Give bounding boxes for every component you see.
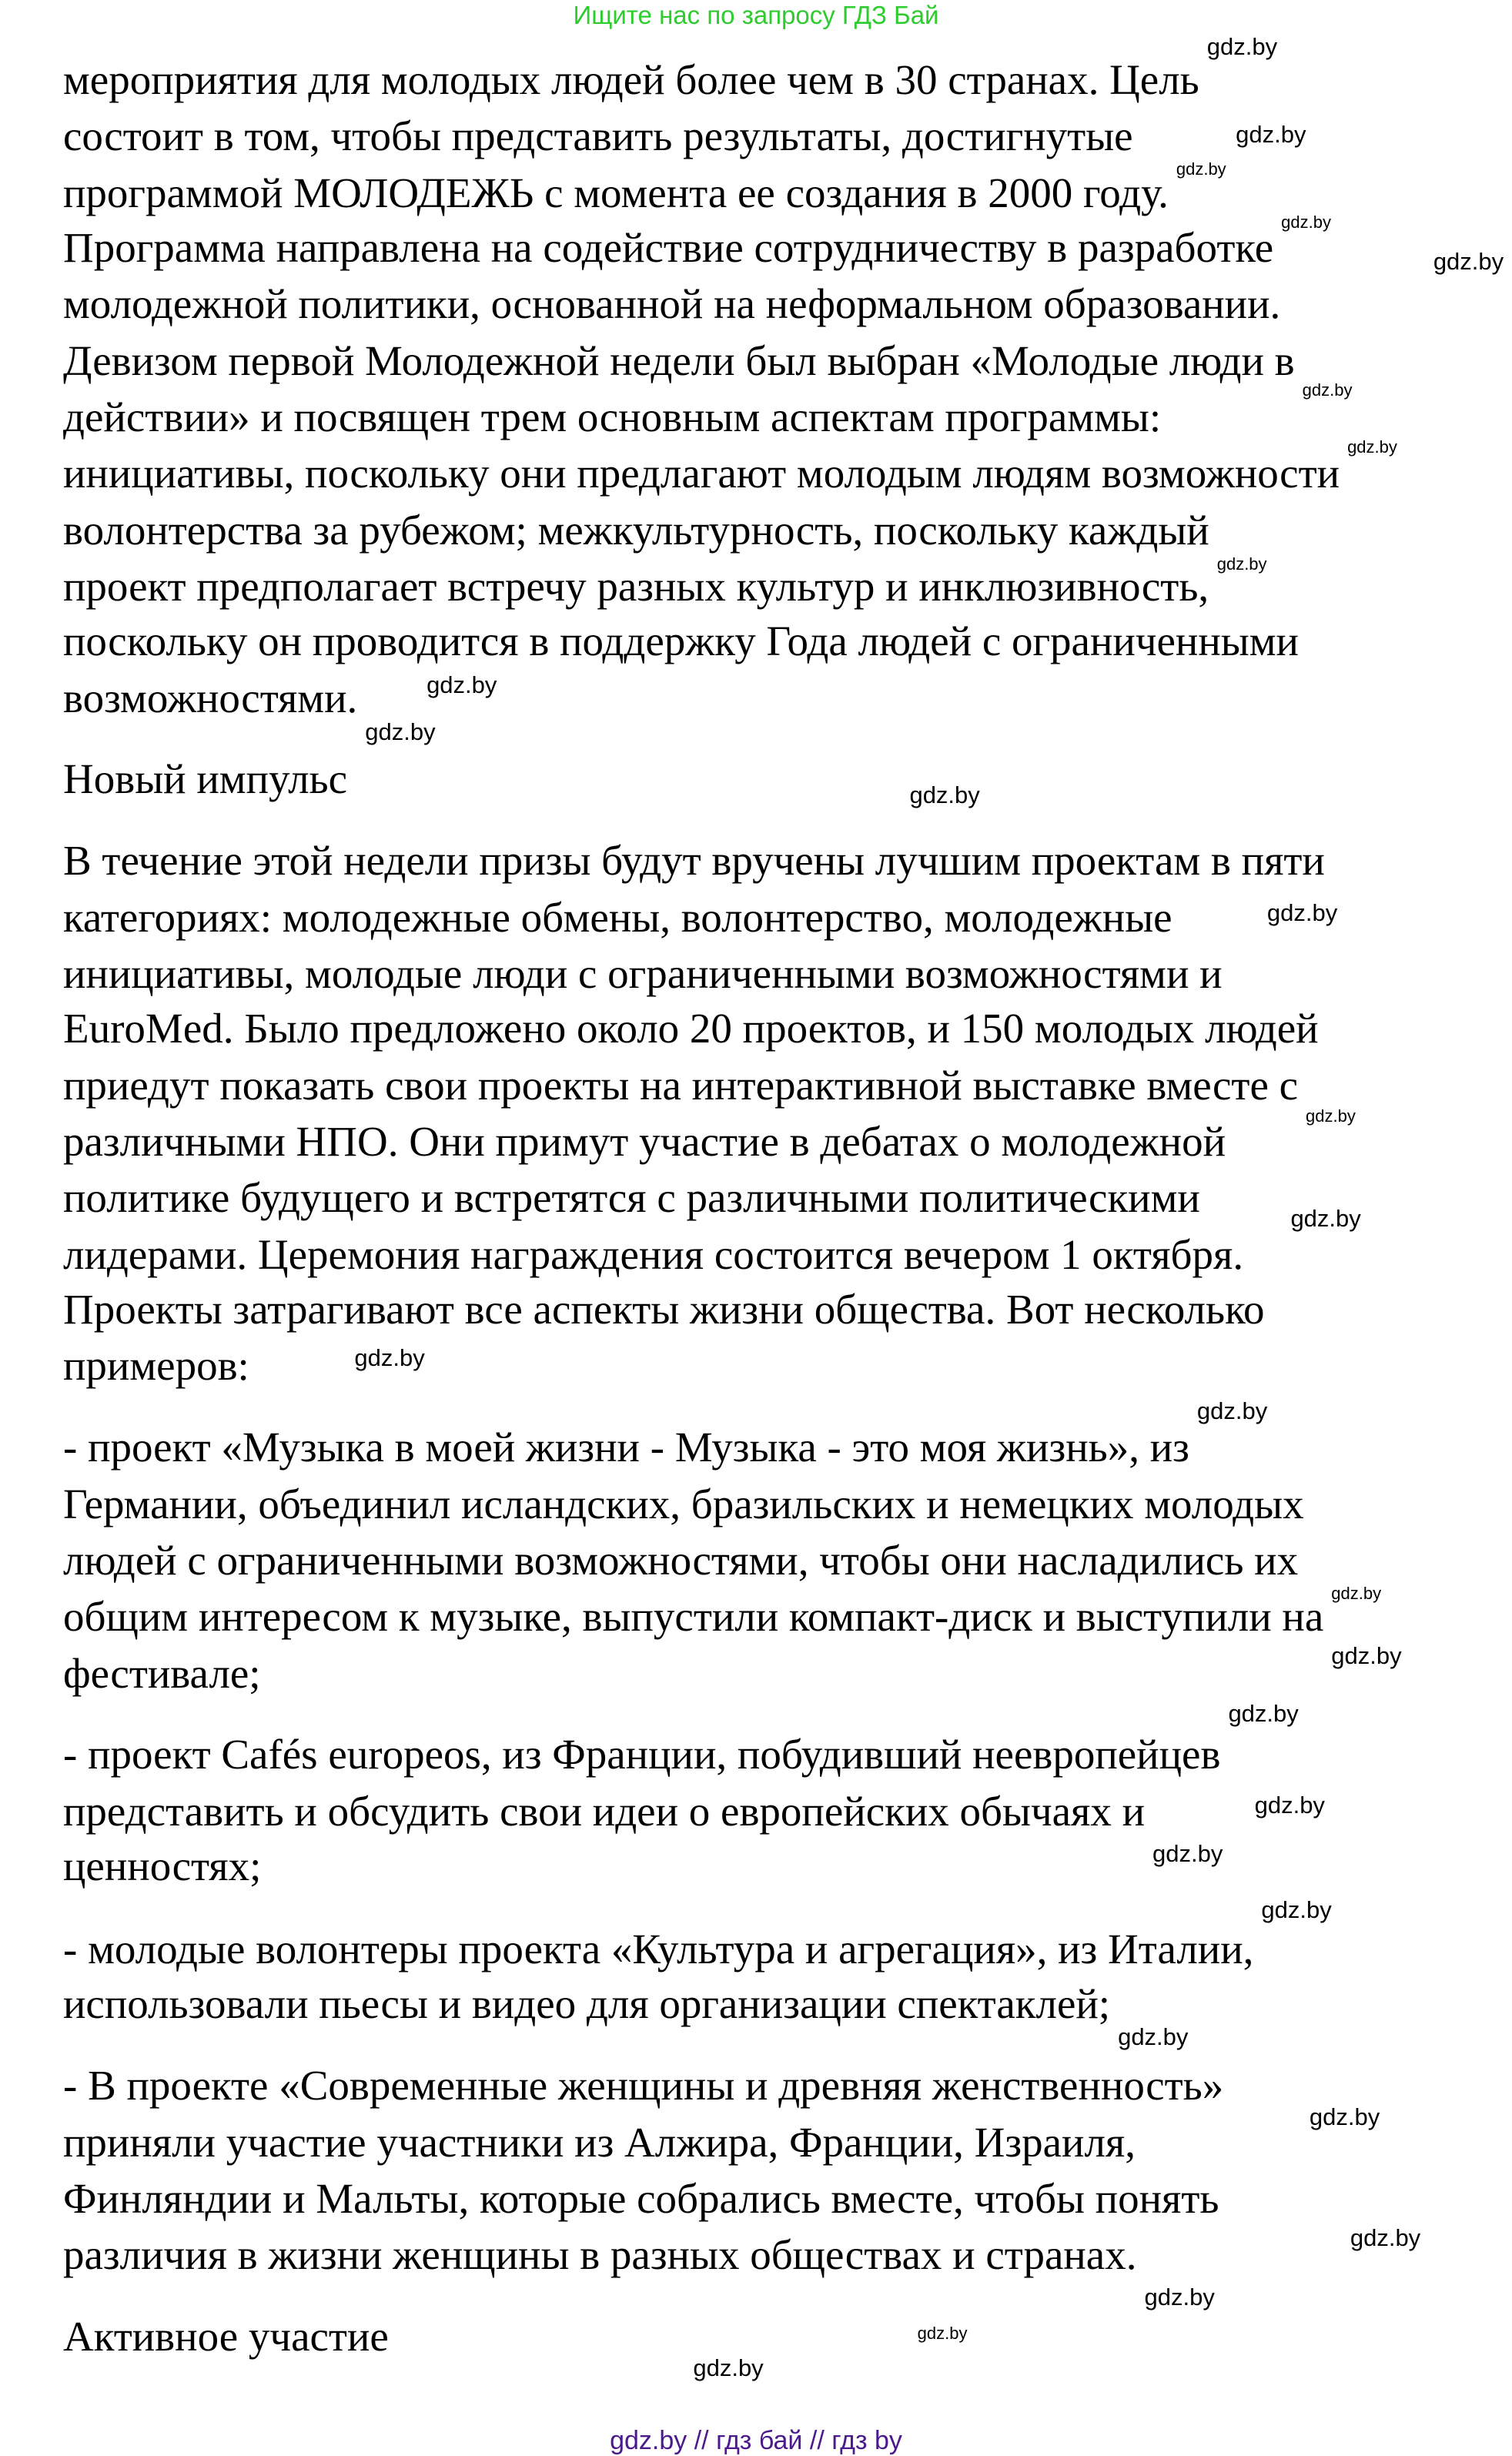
text-line: людей с ограниченными возможностями, чтобы они насладились их xyxy=(63,1536,1299,1584)
watermark: gdz.by xyxy=(427,671,497,699)
watermark: gdz.by xyxy=(1350,2223,1421,2251)
text-line: лидерами. Церемония награждения состоится вечером 1 октября. xyxy=(63,1230,1244,1278)
watermark: gdz.by xyxy=(1196,1397,1268,1425)
watermark: gdz.by xyxy=(1302,380,1353,400)
watermark: gdz.by xyxy=(1176,159,1226,179)
text-line: программой МОЛОДЕЖЬ с момента ее создания в 2000 году. xyxy=(63,169,1169,216)
watermark: gdz.by xyxy=(693,2354,764,2381)
text-line: общим интересом к музыке, выпустили компакт-диск и выступили на xyxy=(63,1593,1324,1641)
text-line: возможностями. xyxy=(63,674,358,721)
text-line: приедут показать свои проекты на интерактивной выставке вместе с xyxy=(63,1061,1299,1109)
watermark: gdz.by xyxy=(1309,2103,1380,2130)
watermark: gdz.by xyxy=(1144,2284,1215,2311)
footer-link-gdz-bai[interactable]: гдз бай xyxy=(716,2426,803,2455)
top-banner-text: Ищите нас по запросу ГДЗ Бай xyxy=(573,1,939,29)
text-line: проект предполагает встречу разных культур и инклюзивность, xyxy=(63,562,1209,610)
text-line: использовали пьесы и видео для организации спектаклей; xyxy=(63,1980,1111,2028)
text-line: В течение этой недели призы будут вручены лучшим проектам в пяти xyxy=(63,837,1325,885)
footer-separator: // xyxy=(809,2426,825,2455)
watermark: gdz.by xyxy=(1261,1896,1332,1924)
section-heading: Активное участие xyxy=(63,2313,389,2361)
text-line: состоит в том, чтобы представить результаты, достигнутые xyxy=(63,112,1133,160)
watermark: gdz.by xyxy=(365,718,436,746)
text-line: мероприятия для молодых людей более чем в 30 странах. Цель xyxy=(63,55,1199,103)
text-line: политике будущего и встретятся с различными политическими xyxy=(63,1174,1200,1222)
footer-separator: // xyxy=(694,2426,709,2455)
watermark: gdz.by xyxy=(1331,1642,1402,1670)
text-line: действии» и посвящен трем основным аспектам программы: xyxy=(63,393,1162,440)
text-line: инициативы, поскольку они предлагают молодым людям возможности xyxy=(63,450,1340,497)
text-line: Финляндии и Мальты, которые собрались вместе, чтобы понять xyxy=(63,2174,1219,2222)
text-line: фестивале; xyxy=(63,1649,261,1697)
text-line: категориях: молодежные обмены, волонтерство, молодежные xyxy=(63,893,1172,941)
footer-link-gdz-by[interactable]: gdz.by xyxy=(610,2426,687,2455)
text-line: различными НПО. Они примут участие в дебатах о молодежной xyxy=(63,1118,1226,1165)
text-line: представить и обсудить свои идеи о европейских обычаях и xyxy=(63,1787,1145,1835)
footer-link-gdz-by-ru[interactable]: гдз by xyxy=(831,2426,902,2455)
watermark: gdz.by xyxy=(1290,1204,1361,1232)
text-line: различия в жизни женщины в разных обществах и странах. xyxy=(63,2231,1137,2279)
text-line: Германии, объединил исландских, бразильских и немецких молодых xyxy=(63,1480,1304,1527)
text-line: Девизом первой Молодежной недели был выбран «Молодые люди в xyxy=(63,336,1295,384)
text-line: - молодые волонтеры проекта «Культура и агрегация», из Италии, xyxy=(63,1926,1254,1973)
footer xyxy=(0,2425,1512,2456)
text-line: примеров: xyxy=(63,1342,249,1390)
watermark: gdz.by xyxy=(354,1344,425,1372)
text-line: поскольку он проводится в поддержку Года людей с ограниченными xyxy=(63,617,1299,665)
watermark: gdz.by xyxy=(1236,121,1306,149)
text-line: - проект «Музыка в моей жизни - Музыка - это моя жизнь», из xyxy=(63,1424,1189,1471)
text-line: Проекты затрагивают все аспекты жизни общества. Вот несколько xyxy=(63,1285,1265,1333)
watermark: gdz.by xyxy=(1306,1106,1356,1126)
watermark: gdz.by xyxy=(1331,1583,1382,1603)
text-line: Программа направлена на содействие сотрудничеству в разработке xyxy=(63,223,1274,271)
text-line: инициативы, молодые люди с ограниченными возможностями и xyxy=(63,950,1223,998)
watermark: gdz.by xyxy=(1254,1791,1325,1819)
watermark: gdz.by xyxy=(909,781,980,808)
watermark: gdz.by xyxy=(1152,1839,1223,1867)
text-line: - проект Cafés europeos, из Франции, побудивший неевропейцев xyxy=(63,1731,1221,1778)
watermark: gdz.by xyxy=(1281,212,1331,233)
text-line: волонтерства за рубежом; межкультурность, поскольку каждый xyxy=(63,506,1209,554)
text-line: молодежной политики, основанной на неформальном образовании. xyxy=(63,280,1281,328)
text-line: - В проекте «Современные женщины и древняя женственность» xyxy=(63,2062,1224,2110)
watermark: gdz.by xyxy=(1206,33,1278,61)
watermark: gdz.by xyxy=(1347,437,1397,457)
section-heading: Новый импульс xyxy=(63,755,348,803)
watermark: gdz.by xyxy=(1228,1700,1299,1728)
watermark: gdz.by xyxy=(917,2324,968,2344)
watermark: gdz.by xyxy=(1266,898,1338,926)
watermark: gdz.by xyxy=(1216,554,1267,574)
text-line: ценностях; xyxy=(63,1842,262,1890)
watermark: gdz.by xyxy=(1118,2023,1189,2051)
text-line: EuroMed. Было предложено около 20 проектов, и 150 молодых людей xyxy=(63,1005,1319,1052)
top-banner xyxy=(0,0,1512,31)
watermark: gdz.by xyxy=(1433,248,1504,276)
text-line: приняли участие участники из Алжира, Франции, Израиля, xyxy=(63,2118,1136,2166)
